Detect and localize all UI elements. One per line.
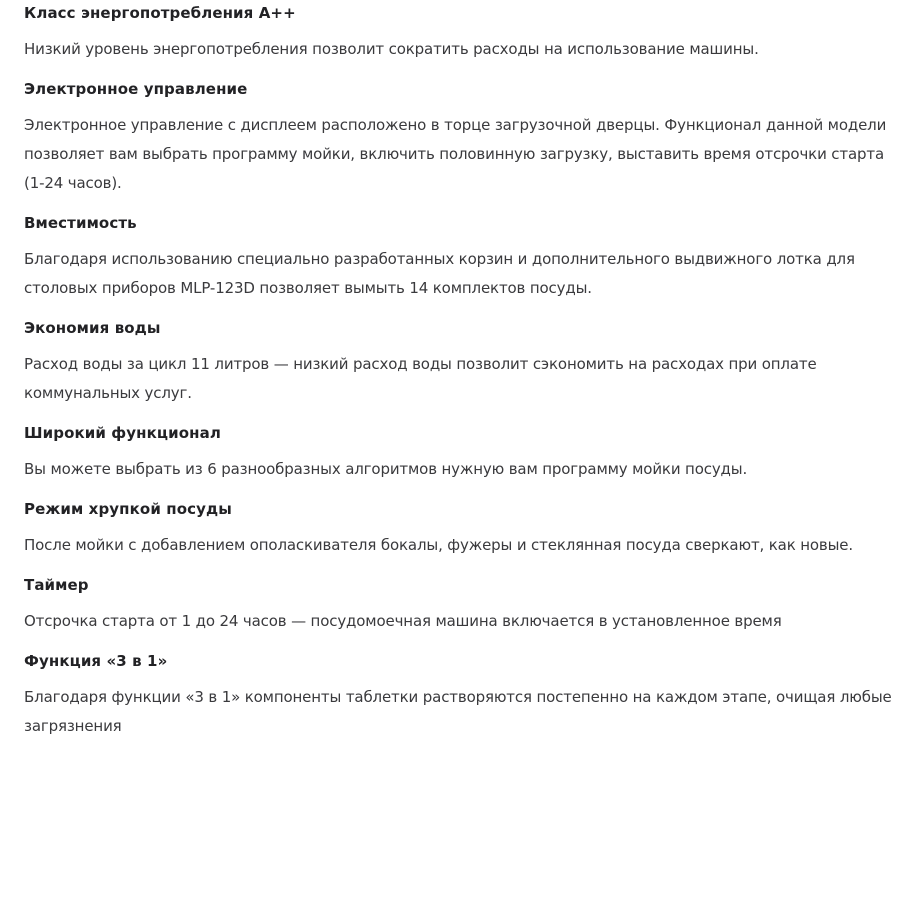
feature-timer	[24, 572, 899, 636]
feature-title: Электронное управление	[24, 80, 248, 98]
feature-delicate-mode	[24, 496, 899, 560]
feature-water-saving	[24, 315, 899, 408]
feature-text: Расход воды за цикл 11 литров — низкий расход воды позволит сэкономить на расходах при оплате коммунальных услуг.	[24, 355, 817, 402]
feature-title: Класс энергопотребления А++	[24, 4, 296, 22]
feature-text: После мойки с добавлением ополаскивателя бокалы, фужеры и стеклянная посуда сверкают, как новые.	[24, 536, 854, 554]
feature-text: Благодаря использованию специально разработанных корзин и дополнительного выдвижного лотка для столовых приборов MLP-123D позволяет вымыть 14 комплектов посуды.	[24, 250, 855, 297]
feature-title: Режим хрупкой посуды	[24, 500, 232, 518]
feature-text: Вы можете выбрать из 6 разнообразных алгоритмов нужную вам программу мойки посуды.	[24, 460, 748, 478]
feature-text: Низкий уровень энергопотребления позволит сократить расходы на использование машины.	[24, 40, 759, 58]
feature-title: Экономия воды	[24, 319, 161, 337]
feature-title: Вместимость	[24, 214, 137, 232]
feature-3-in-1	[24, 648, 899, 741]
feature-text: Отсрочка старта от 1 до 24 часов — посудомоечная машина включается в установленное время	[24, 612, 782, 630]
feature-text: Благодаря функции «3 в 1» компоненты таблетки растворяются постепенно на каждом этапе, очищая любые загрязнения	[24, 688, 892, 735]
feature-title: Широкий функционал	[24, 424, 221, 442]
feature-title: Функция «3 в 1»	[24, 652, 168, 670]
feature-energy-class	[24, 0, 899, 64]
feature-title: Таймер	[24, 576, 89, 594]
feature-wide-functionality	[24, 420, 899, 484]
feature-text: Электронное управление с дисплеем расположено в торце загрузочной дверцы. Функционал данной модели позволяет вам выбрать программу мойки, включить половинную загрузку, выставить время отсрочки старта (1-24 часов).	[24, 116, 887, 192]
feature-electronic-control	[24, 76, 899, 198]
feature-capacity	[24, 210, 899, 303]
